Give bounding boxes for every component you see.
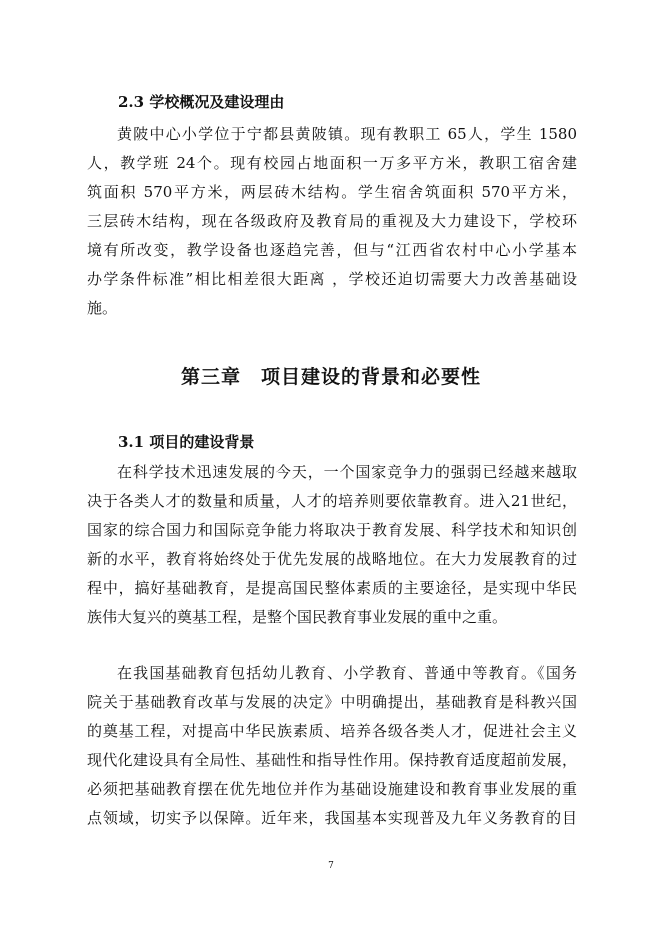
text-line: 筑面积 570平方米，两层砖木结构。学生宿舍筑面积 570平方米， [87, 183, 577, 201]
text-line: 现代化建设具有全局性、基础性和指导性作用。保持教育适度超前发展， [87, 751, 577, 769]
text-line: 院关于基础教育改革与发展的决定》中明确提出，基础教育是科教兴国 [87, 693, 577, 711]
chapter-title: 第三章 项目建设的背景和必要性 [180, 366, 481, 388]
page-number: 7 [328, 861, 334, 871]
text-line: 点领域，切实予以保障。近年来，我国基本实现普及九年义务教育的目 [87, 809, 577, 827]
paragraph-background-2 [87, 659, 577, 833]
text-line: 族伟大复兴的奠基工程，是整个国民教育事业发展的重中之重。 [87, 608, 508, 626]
section-heading-2-3: 2.3 学校概况及建设理由 [118, 93, 285, 111]
text-line: 人，教学班 24个。现有校园占地面积一万多平方米，教职工宿舍建 [87, 154, 577, 172]
text-line: 办学条件标准”相比相差很大距离 ，学校还迫切需要大力改善基础设 [87, 270, 577, 288]
text-line: 在科学技术迅速发展的今天，一个国家竞争力的强弱已经越来越取 [117, 463, 577, 481]
text-line: 三层砖木结构，现在各级政府及教育局的重视及大力建设下，学校环 [87, 212, 577, 230]
section-heading-3-1: 3.1 项目的建设背景 [118, 433, 255, 451]
text-line: 国家的综合国力和国际竞争能力将取决于教育发展、科学技术和知识创 [87, 521, 577, 539]
text-line: 程中，搞好基础教育，是提高国民整体素质的主要途径，是实现中华民 [87, 579, 577, 597]
text-line: 境有所改变，教学设备也逐趋完善，但与“江西省农村中心小学基本 [87, 241, 577, 259]
text-line: 的奠基工程，对提高中华民族素质、培养各级各类人才，促进社会主义 [87, 722, 577, 740]
text-line: 黄陂中心小学位于宁都县黄陂镇。现有教职工 65人，学生 1580 [117, 125, 577, 143]
text-line: 新的水平，教育将始终处于优先发展的战略地位。在大力发展教育的过 [87, 550, 577, 568]
paragraph-background-1 [87, 458, 577, 632]
text-line: 在我国基础教育包括幼儿教育、小学教育、普通中等教育。《国务 [117, 664, 577, 682]
text-line: 必须把基础教育摆在优先地位并作为基础设施建设和教育事业发展的重 [87, 780, 577, 798]
paragraph-school-overview [87, 120, 577, 323]
text-line: 决于各类人才的数量和质量，人才的培养则要依靠教育。进入21世纪， [87, 492, 577, 510]
text-line: 施。 [87, 299, 118, 317]
